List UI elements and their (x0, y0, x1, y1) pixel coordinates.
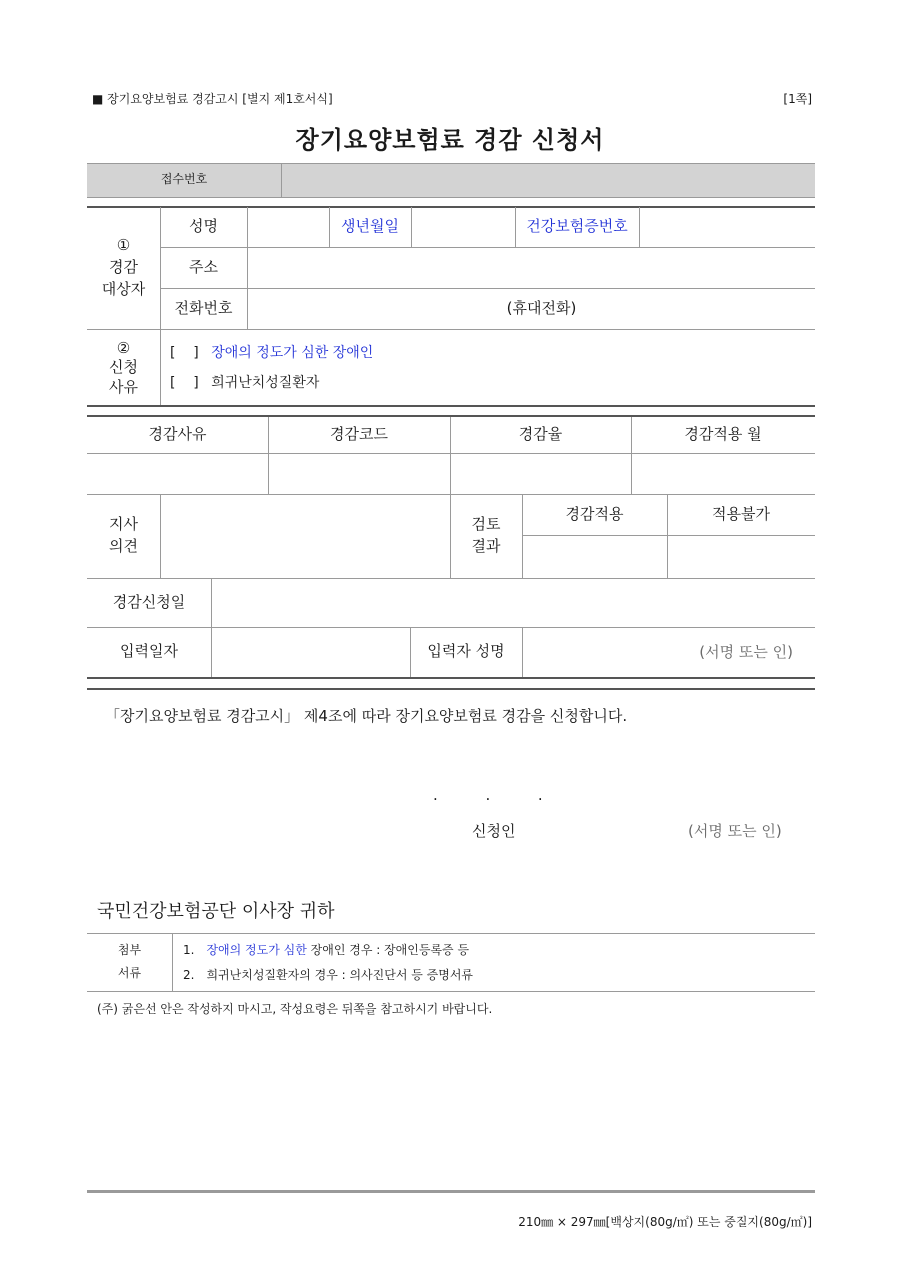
label-line: 결과 (471, 537, 501, 555)
column-header-reduction-rate: 경감율 (518, 425, 563, 444)
branch-opinion-field[interactable] (161, 495, 450, 578)
circled-number-2: ② (116, 338, 131, 357)
section-label-line: 경감 (109, 258, 138, 277)
address-label: 주소 (189, 257, 218, 276)
item-number: 1. (183, 943, 195, 957)
insurance-number-field[interactable] (640, 208, 815, 247)
review-reject-field[interactable] (668, 536, 815, 578)
inputter-name-label: 입력자 성명 (427, 642, 505, 661)
birthdate-label: 생년월일 (341, 217, 399, 236)
divider (87, 197, 815, 198)
review-reject-label: 적용불가 (712, 504, 770, 523)
label-line: 첨부 (117, 943, 142, 958)
section-border (87, 405, 815, 407)
apply-date-field[interactable] (212, 579, 815, 627)
circled-number-1: ① (116, 236, 131, 255)
review-apply-label: 경감적용 (565, 504, 624, 523)
section-label-line: 대상자 (101, 279, 146, 298)
review-result-label (450, 494, 522, 578)
phone-field[interactable] (248, 289, 815, 329)
item-highlight: 장애의 정도가 심한 (206, 943, 307, 957)
section-label-line: 사유 (109, 377, 138, 396)
divider (87, 991, 815, 992)
reason-option-label: 희귀난치성질환자 (211, 375, 320, 391)
name-field[interactable] (248, 208, 328, 247)
form-title: 장기요양보험료 경감 신청서 (295, 126, 605, 154)
column-header-reduction-code: 경감코드 (330, 425, 388, 444)
divider (87, 329, 815, 330)
item-number: 2. (183, 968, 195, 982)
form-reference: ■ 장기요양보험료 경감고시 [별지 제1호서식] (92, 92, 333, 106)
subject-section-label (87, 207, 160, 329)
receipt-number-label: 접수번호 (160, 172, 208, 187)
inputter-signature-field[interactable] (523, 628, 815, 677)
footer-rule (87, 1190, 815, 1193)
phone-label: 전화번호 (174, 298, 233, 317)
reason-option-label: 장애의 정도가 심한 장애인 (211, 345, 374, 361)
attachment-item (183, 941, 469, 958)
date-line[interactable]: . . . (433, 786, 543, 804)
attachment-item (183, 966, 473, 983)
applicant-label: 신청인 (472, 822, 516, 840)
insurance-number-label: 건강보험증번호 (526, 217, 628, 236)
input-date-field[interactable] (212, 628, 410, 677)
birthdate-field[interactable] (412, 208, 514, 247)
name-label: 성명 (189, 217, 218, 236)
reduction-reason-field[interactable] (88, 454, 268, 494)
reduction-rate-field[interactable] (451, 454, 631, 494)
apply-date-label: 경감신청일 (112, 592, 186, 611)
reduction-code-field[interactable] (269, 454, 450, 494)
divider (172, 933, 173, 991)
section-label-line: 신청 (109, 358, 138, 377)
section-border (87, 688, 815, 690)
addressee: 국민건강보험공단 이사장 귀하 (97, 901, 335, 922)
applicant-signature-hint[interactable]: (서명 또는 인) (688, 822, 782, 840)
item-text: 장애인 경우 : 장애인등록증 등 (306, 943, 470, 957)
attachments-label (87, 933, 172, 991)
label-line: 지사 (109, 515, 138, 534)
checkbox-bracket[interactable]: [ ] (170, 375, 199, 391)
paper-spec: 210㎜ × 297㎜[백상지(80g/㎡) 또는 중질지(80g/㎡)] (518, 1215, 812, 1229)
address-field[interactable] (248, 248, 815, 288)
declaration-text: 「장기요양보험료 경감고시」 제4조에 따라 장기요양보험료 경감을 신청합니다. (105, 707, 628, 725)
label-line: 의견 (109, 537, 138, 555)
divider (87, 933, 815, 934)
review-apply-field[interactable] (523, 536, 667, 578)
input-date-label: 입력일자 (120, 642, 178, 661)
reason-option[interactable] (170, 342, 373, 362)
branch-opinion-label (87, 494, 160, 578)
reason-option[interactable] (170, 372, 319, 392)
receipt-number-field[interactable] (282, 164, 815, 197)
column-header-reduction-reason: 경감사유 (148, 425, 207, 444)
column-header-applied-month: 경감적용 월 (684, 425, 762, 444)
reason-section-label (87, 330, 160, 406)
checkbox-bracket[interactable]: [ ] (170, 345, 199, 361)
applied-month-field[interactable] (632, 454, 815, 494)
item-text: 희귀난치성질환자의 경우 : 의사진단서 등 증명서류 (206, 968, 474, 982)
label-line: 서류 (117, 966, 142, 980)
footnote: (주) 굵은선 안은 작성하지 마시고, 작성요령은 뒤쪽을 참고하시기 바랍니다. (97, 1002, 493, 1016)
page-number: [1쪽] (783, 92, 812, 106)
mobile-phone-hint: (휴대전화) (506, 299, 577, 318)
section-border (87, 677, 815, 679)
label-line: 검토 (471, 515, 501, 534)
signature-hint: (서명 또는 인) (699, 642, 793, 661)
